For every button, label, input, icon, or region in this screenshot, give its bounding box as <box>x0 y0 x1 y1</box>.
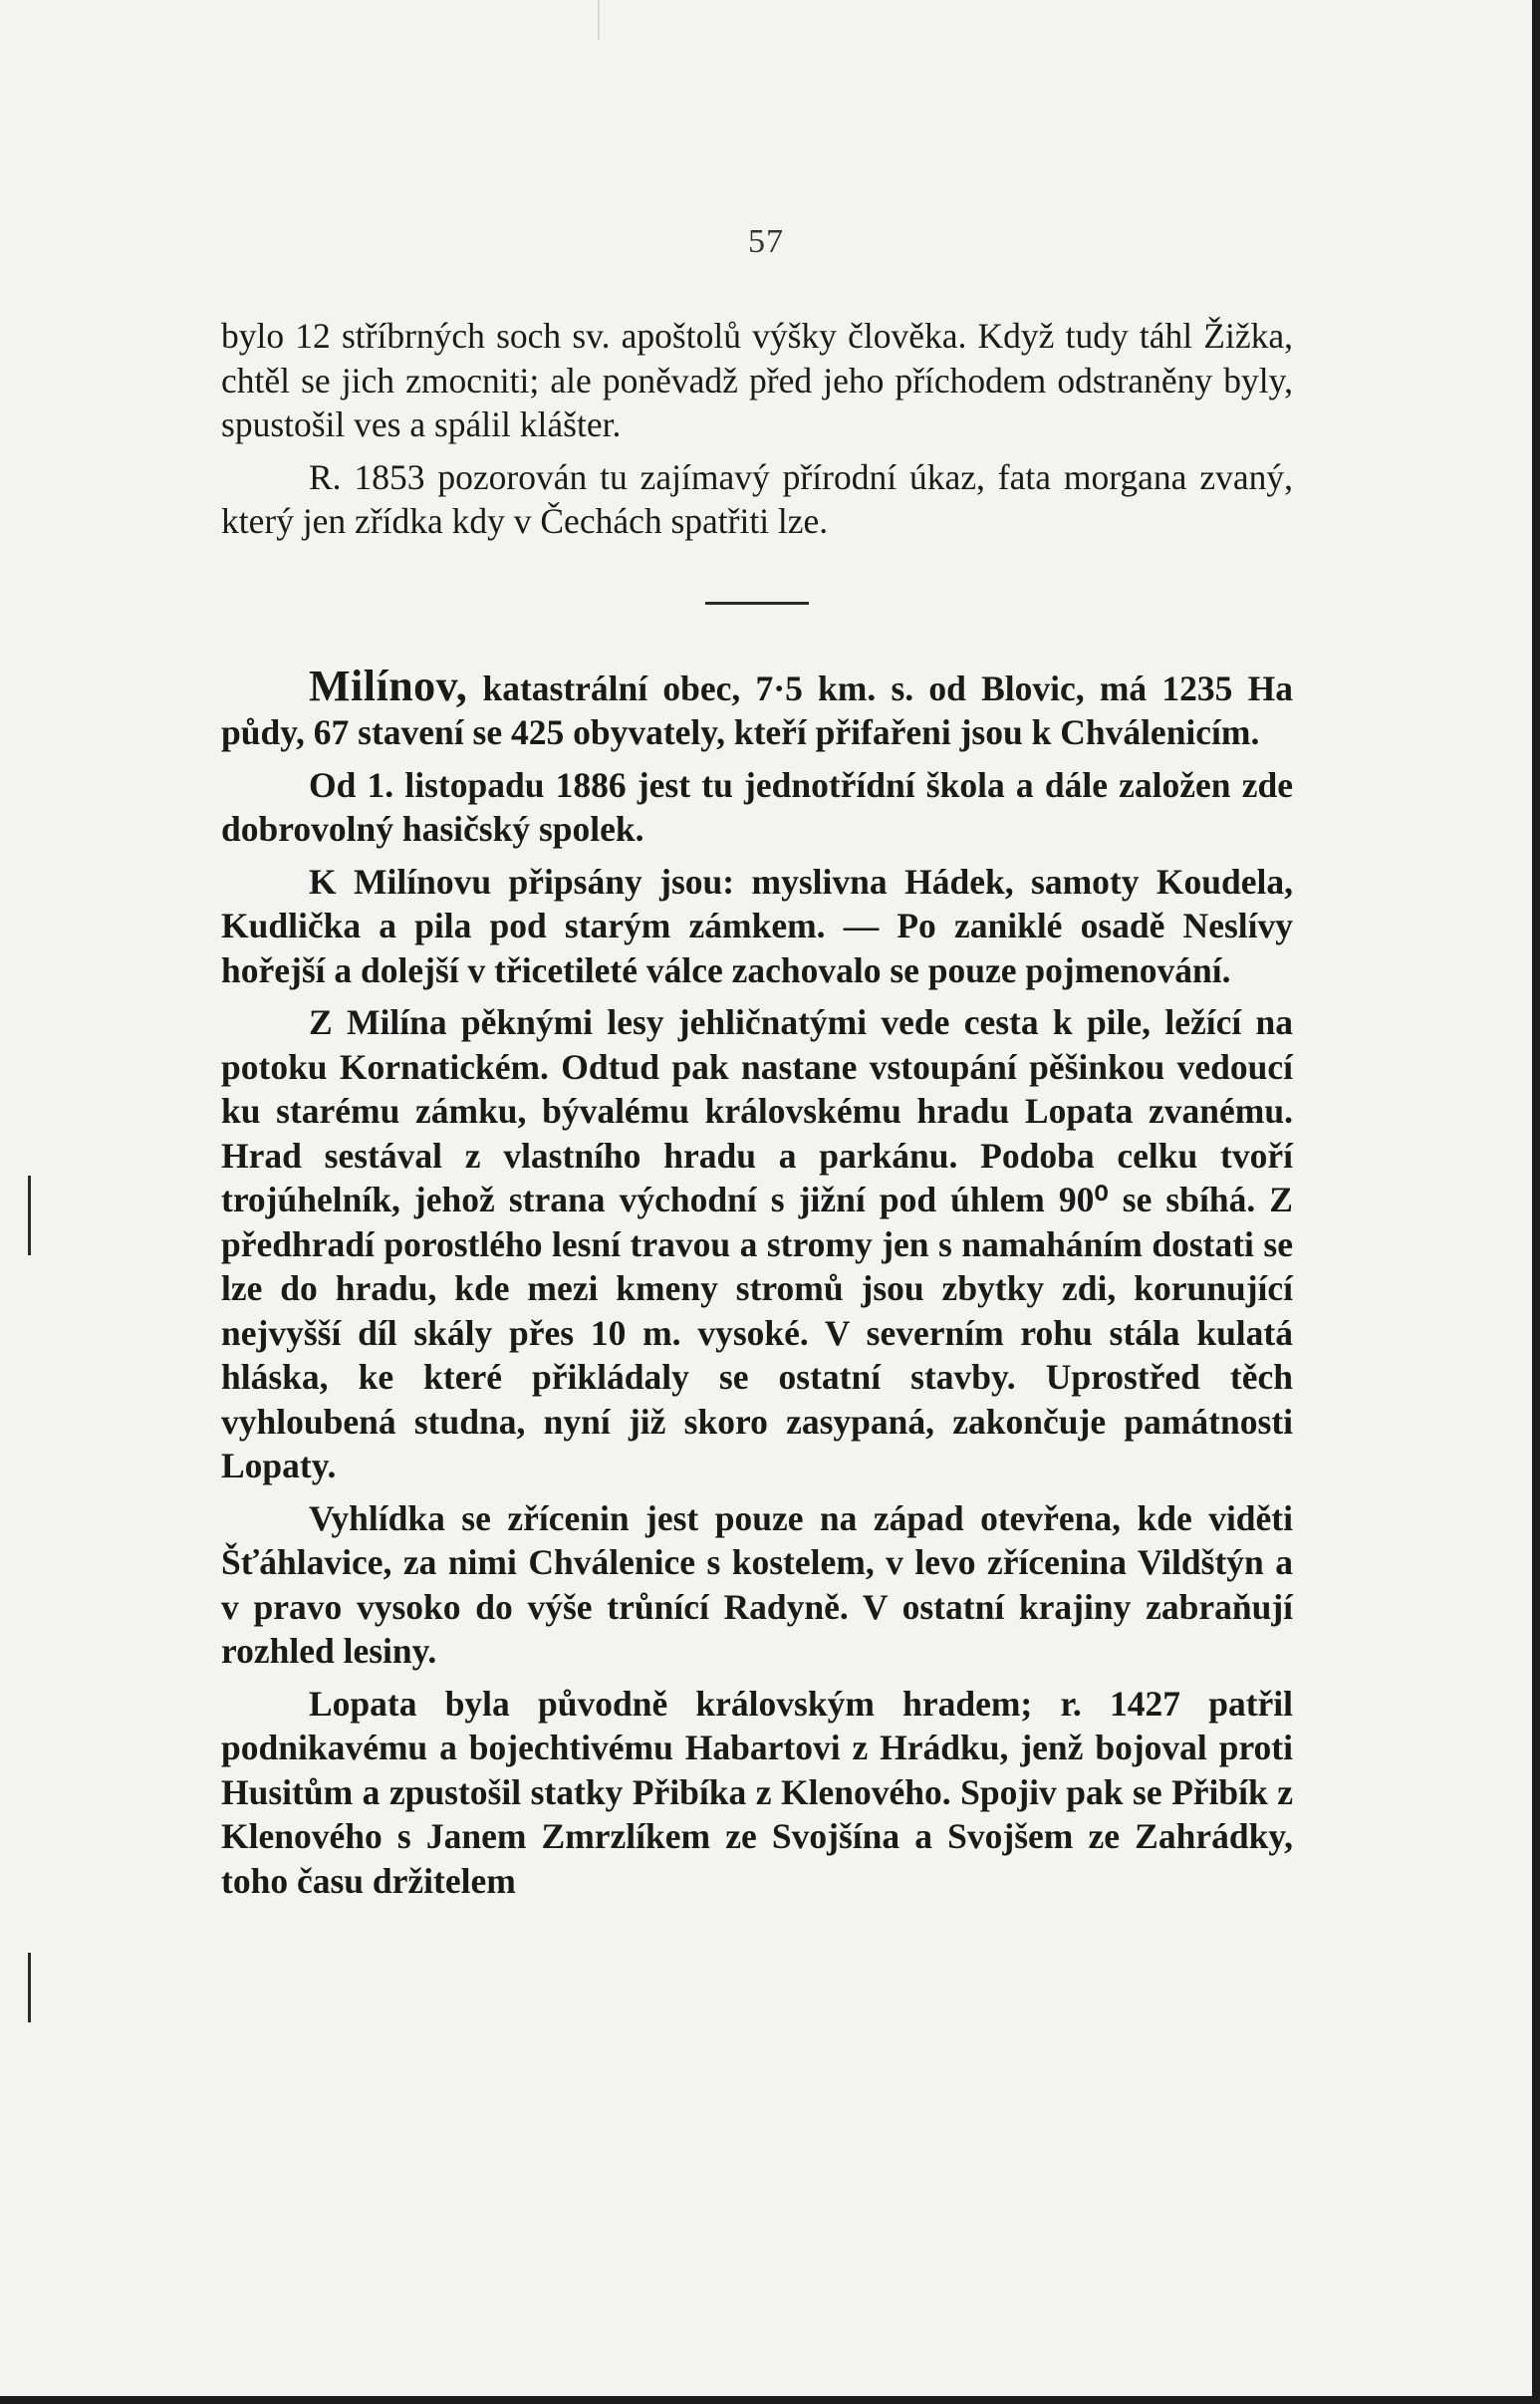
margin-mark <box>28 1176 31 1255</box>
intro-paragraph-2: R. 1853 pozorován tu zajímavý přírodní úkaz, fata morgana zvaný, který jen zřídka kdy v Čechách spatřiti lze. <box>221 456 1293 541</box>
page-fold-line <box>598 0 600 40</box>
entry-paragraph: Vyhlídka se zřícenin jest pouze na západ otevřena, kde viděti Šťáhlavice, za nimi Chválenice s kostelem, v levo zřícenina Vildštýn a v pravo vysoko do výše trůnící Radyně. V ostatní krajiny zabraňují rozhled lesiny. <box>221 1497 1293 1671</box>
entry-first-paragraph-text: katastrální obec, 7·5 km. s. od Blovic, má 1235 Ha půdy, 67 stavení se 425 obyvately, kteří přifařeni jsou k Chválenicím. <box>221 668 1293 752</box>
entry-paragraph: Od 1. listopadu 1886 jest tu jednotřídní škola a dále založen zde dobrovolný hasičský spolek. <box>221 764 1293 849</box>
intro-paragraph: bylo 12 stříbrných soch sv. apoštolů výšky člověka. Když tudy táhl Žižka, chtěl se jich zmocniti; ale poněvadž před jeho příchodem odstraněny byly, spustošil ves a spálil klášter. <box>221 316 1293 444</box>
entry-paragraph: Z Milína pěknými lesy jehličnatými vede cesta k pile, ležící na potoku Kornatickém. Odtud pak nastane vstoupání pěšinkou vedoucí ku starému zámku, bývalému královskému hradu Lopata zvanému. Hrad sestával z vlastního hradu a parkánu. Podoba celku tvoří trojúhelník, jehož strana východní s jižní pod úhlem 90⁰ se sbíhá. Z předhradí porostlého lesní travou a stromy jen s namaháním dostati se lze do hradu, kde mezi kmeny stromů jsou zbytky zdi, korunující nejvyšší díl skály přes 10 m. vysoké. V severním rohu stála kulatá hláska, ke které přikládaly se ostatní stavby. Uprostřed těch vyhloubená studna, nyní již skoro zasypaná, zakončuje památnosti Lopaty. <box>221 1002 1293 1485</box>
margin-mark <box>28 1953 31 2022</box>
entry-heading: Milínov, <box>309 661 468 710</box>
entry-paragraph: K Milínovu připsány jsou: myslivna Hádek, samoty Koudela, Kudlička a pila pod starým zámkem. — Po zaniklé osadě Neslívy hořejší a dolejší v třicetileté válce zachovalo se pouze pojmenování. <box>221 861 1293 990</box>
page-number: 57 <box>748 223 784 260</box>
section-separator <box>705 602 809 605</box>
document-body <box>221 314 1293 1903</box>
entry-milinov <box>221 661 1293 1904</box>
entry-paragraph: Lopata byla původně královským hradem; r. 1427 patřil podnikavému a bojechtivému Habartovi z Hrádku, jenž bojoval proti Husitům a zpustošil statky Přibíka z Klenového. Spojiv pak se Přibík z Klenového s Janem Zmrzlíkem ze Svojšína a Svojšem ze Zahrádky, toho času držitelem <box>221 1683 1293 1901</box>
entry-first-paragraph <box>221 661 1293 755</box>
